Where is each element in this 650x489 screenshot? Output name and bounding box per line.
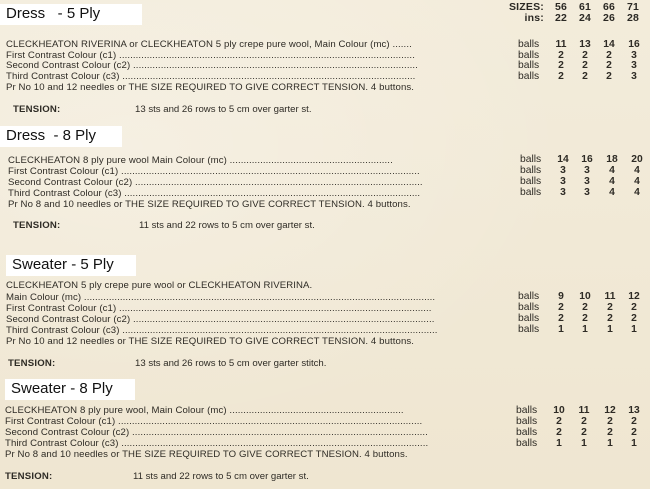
ins-value: 24 — [578, 12, 592, 24]
quantity-row — [520, 188, 650, 199]
qty-value: 2 — [631, 302, 637, 313]
qty-value: 10 — [553, 405, 565, 416]
materials-line: First Contrast Colour (c1) ................................................................................................................. — [6, 304, 432, 314]
qty-value: 13 — [579, 39, 591, 50]
unit-label: balls — [516, 438, 538, 449]
tension-row — [13, 104, 312, 115]
qty-value: 1 — [582, 324, 588, 335]
tension-row — [13, 220, 315, 231]
materials-line: First Contrast Colour (c1) .............................................................................................................. — [5, 417, 423, 427]
sizes-header — [470, 2, 645, 26]
materials-line: Second Contrast Colour (c2) ............................................................................................................. — [6, 315, 435, 325]
qty-value: 1 — [581, 438, 587, 449]
qty-value: 11 — [578, 405, 590, 416]
qty-value: 12 — [604, 405, 616, 416]
qty-value: 1 — [607, 324, 613, 335]
qty-value: 3 — [631, 60, 637, 71]
sizes-label: SIZES: — [508, 1, 544, 13]
tension-label: TENSION: — [13, 104, 61, 115]
unit-label: balls — [516, 416, 538, 427]
qty-value: 2 — [558, 71, 564, 82]
materials-line: First Contrast Colour (c1) ............................................................................................................ — [8, 167, 420, 177]
unit-label: balls — [518, 324, 540, 335]
qty-value: 1 — [631, 438, 637, 449]
needles-line: Pr No 8 and 10 needles or THE SIZE REQUIRED TO GIVE CORRECT TENSION. 4 buttons. — [8, 199, 411, 210]
qty-value: 2 — [607, 416, 613, 427]
qty-value: 2 — [558, 302, 564, 313]
qty-value: 1 — [558, 324, 564, 335]
ins-value: 22 — [554, 12, 568, 24]
qty-value: 3 — [584, 176, 590, 187]
unit-label: balls — [520, 154, 542, 165]
unit-label: balls — [520, 176, 542, 187]
section-heading: Dress - 8 Ply — [0, 126, 122, 147]
qty-value: 1 — [607, 438, 613, 449]
materials-line: Third Contrast Colour (c3) ............................................................................................................... — [5, 439, 429, 449]
needles-line: Pr No 8 and 10 needles or THE SIZE REQUIRED TO GIVE CORRECT TNESION. 4 buttons. — [5, 449, 408, 460]
qty-value: 14 — [557, 154, 569, 165]
qty-value: 10 — [579, 291, 591, 302]
tension-text: 11 sts and 22 rows to 5 cm over garter st. — [139, 220, 315, 231]
qty-value: 2 — [581, 427, 587, 438]
materials-line: Third Contrast Colour (c3) .................................................................................................................. — [6, 326, 438, 336]
qty-value: 2 — [606, 50, 612, 61]
unit-label: balls — [520, 165, 542, 176]
qty-value: 20 — [631, 154, 643, 165]
unit-label: balls — [520, 187, 542, 198]
materials-line: Main Colour (mc) ............................................................................................................................... — [6, 293, 436, 303]
qty-value: 16 — [628, 39, 640, 50]
qty-value: 3 — [560, 165, 566, 176]
qty-value: 18 — [606, 154, 618, 165]
materials-line: Third Contrast Colour (c3) ........................................................................................................... — [8, 189, 421, 199]
quantity-row — [518, 325, 648, 336]
qty-value: 9 — [558, 291, 564, 302]
needles-line: Pr No 10 and 12 needles or THE SIZE REQUIRED TO GIVE CORRECT TENSION. 4 buttons. — [6, 336, 415, 347]
section-heading: Dress - 5 Ply — [0, 4, 142, 25]
qty-value: 4 — [634, 187, 640, 198]
tension-row — [5, 471, 309, 482]
size-value: 71 — [626, 1, 640, 13]
qty-value: 3 — [631, 50, 637, 61]
section-heading: Sweater - 5 Ply — [6, 255, 136, 276]
qty-value: 3 — [584, 165, 590, 176]
ins-label: ins: — [524, 12, 544, 24]
unit-label: balls — [516, 405, 538, 416]
qty-value: 2 — [558, 50, 564, 61]
qty-value: 11 — [555, 39, 567, 50]
qty-value: 4 — [609, 176, 615, 187]
qty-value: 2 — [631, 416, 637, 427]
qty-value: 2 — [582, 302, 588, 313]
qty-value: 4 — [634, 165, 640, 176]
ins-value: 26 — [602, 12, 616, 24]
materials-line: First Contrast Colour (c1) ........................................................................................................... — [6, 51, 415, 61]
qty-value: 2 — [582, 313, 588, 324]
quantity-row — [516, 439, 648, 450]
qty-value: 3 — [584, 187, 590, 198]
qty-value: 4 — [634, 176, 640, 187]
qty-value: 4 — [609, 187, 615, 198]
qty-value: 4 — [609, 165, 615, 176]
qty-value: 2 — [556, 416, 562, 427]
unit-label: balls — [518, 39, 540, 50]
unit-label: balls — [518, 50, 540, 61]
materials-line: CLECKHEATON 5 ply crepe pure wool or CLECKHEATON RIVERINA. — [6, 280, 313, 291]
materials-line: Second Contrast Colour (c2) ........................................................................................................... — [5, 428, 428, 438]
materials-line: Third Contrast Colour (c3) .......................................................................................................... — [6, 72, 416, 82]
qty-value: 2 — [556, 427, 562, 438]
qty-value: 2 — [558, 313, 564, 324]
qty-value: 2 — [631, 313, 637, 324]
size-value: 66 — [602, 1, 616, 13]
needles-line: Pr No 10 and 12 needles or THE SIZE REQUIRED TO GIVE CORRECT TENSION. 4 buttons. — [6, 82, 415, 93]
ins-value: 28 — [626, 12, 640, 24]
unit-label: balls — [518, 60, 540, 71]
tension-text: 11 sts and 22 rows to 5 cm over garter st. — [133, 471, 309, 482]
qty-value: 1 — [556, 438, 562, 449]
unit-label: balls — [518, 291, 540, 302]
materials-line: Second Contrast Colour (c2) ....................................................................................................... — [6, 61, 418, 71]
qty-value: 2 — [606, 71, 612, 82]
quantity-row — [518, 72, 648, 83]
qty-value: 16 — [581, 154, 593, 165]
qty-value: 13 — [628, 405, 640, 416]
qty-value: 2 — [606, 60, 612, 71]
qty-value: 3 — [560, 187, 566, 198]
qty-value: 2 — [582, 71, 588, 82]
tension-label: TENSION: — [5, 471, 53, 482]
materials-line: Second Contrast Colour (c2) ........................................................................................................ — [8, 178, 423, 188]
size-value: 56 — [554, 1, 568, 13]
qty-value: 2 — [582, 50, 588, 61]
unit-label: balls — [518, 302, 540, 313]
qty-value: 2 — [631, 427, 637, 438]
unit-label: balls — [518, 313, 540, 324]
unit-label: balls — [518, 71, 540, 82]
tension-label: TENSION: — [13, 220, 61, 231]
qty-value: 11 — [604, 291, 616, 302]
qty-value: 3 — [560, 176, 566, 187]
qty-value: 2 — [558, 60, 564, 71]
size-value: 61 — [578, 1, 592, 13]
qty-value: 12 — [628, 291, 640, 302]
qty-value: 2 — [607, 302, 613, 313]
materials-line: CLECKHEATON RIVERINA or CLECKHEATON 5 ply crepe pure wool, Main Colour (mc) ....... — [6, 40, 412, 50]
qty-value: 2 — [607, 427, 613, 438]
qty-value: 2 — [582, 60, 588, 71]
tension-row — [8, 358, 327, 369]
qty-value: 2 — [581, 416, 587, 427]
tension-text: 13 sts and 26 rows to 5 cm over garter stitch. — [135, 358, 327, 369]
qty-value: 1 — [631, 324, 637, 335]
qty-value: 14 — [603, 39, 615, 50]
tension-text: 13 sts and 26 rows to 5 cm over garter st. — [135, 104, 312, 115]
section-heading: Sweater - 8 Ply — [5, 379, 135, 400]
materials-line: CLECKHEATON 8 ply pure wool Main Colour (mc) ........................................................... — [8, 156, 393, 166]
unit-label: balls — [516, 427, 538, 438]
qty-value: 3 — [631, 71, 637, 82]
qty-value: 2 — [607, 313, 613, 324]
materials-line: CLECKHEATON 8 ply pure wool, Main Colour (mc) ............................................................... — [5, 406, 404, 416]
tension-label: TENSION: — [8, 358, 56, 369]
